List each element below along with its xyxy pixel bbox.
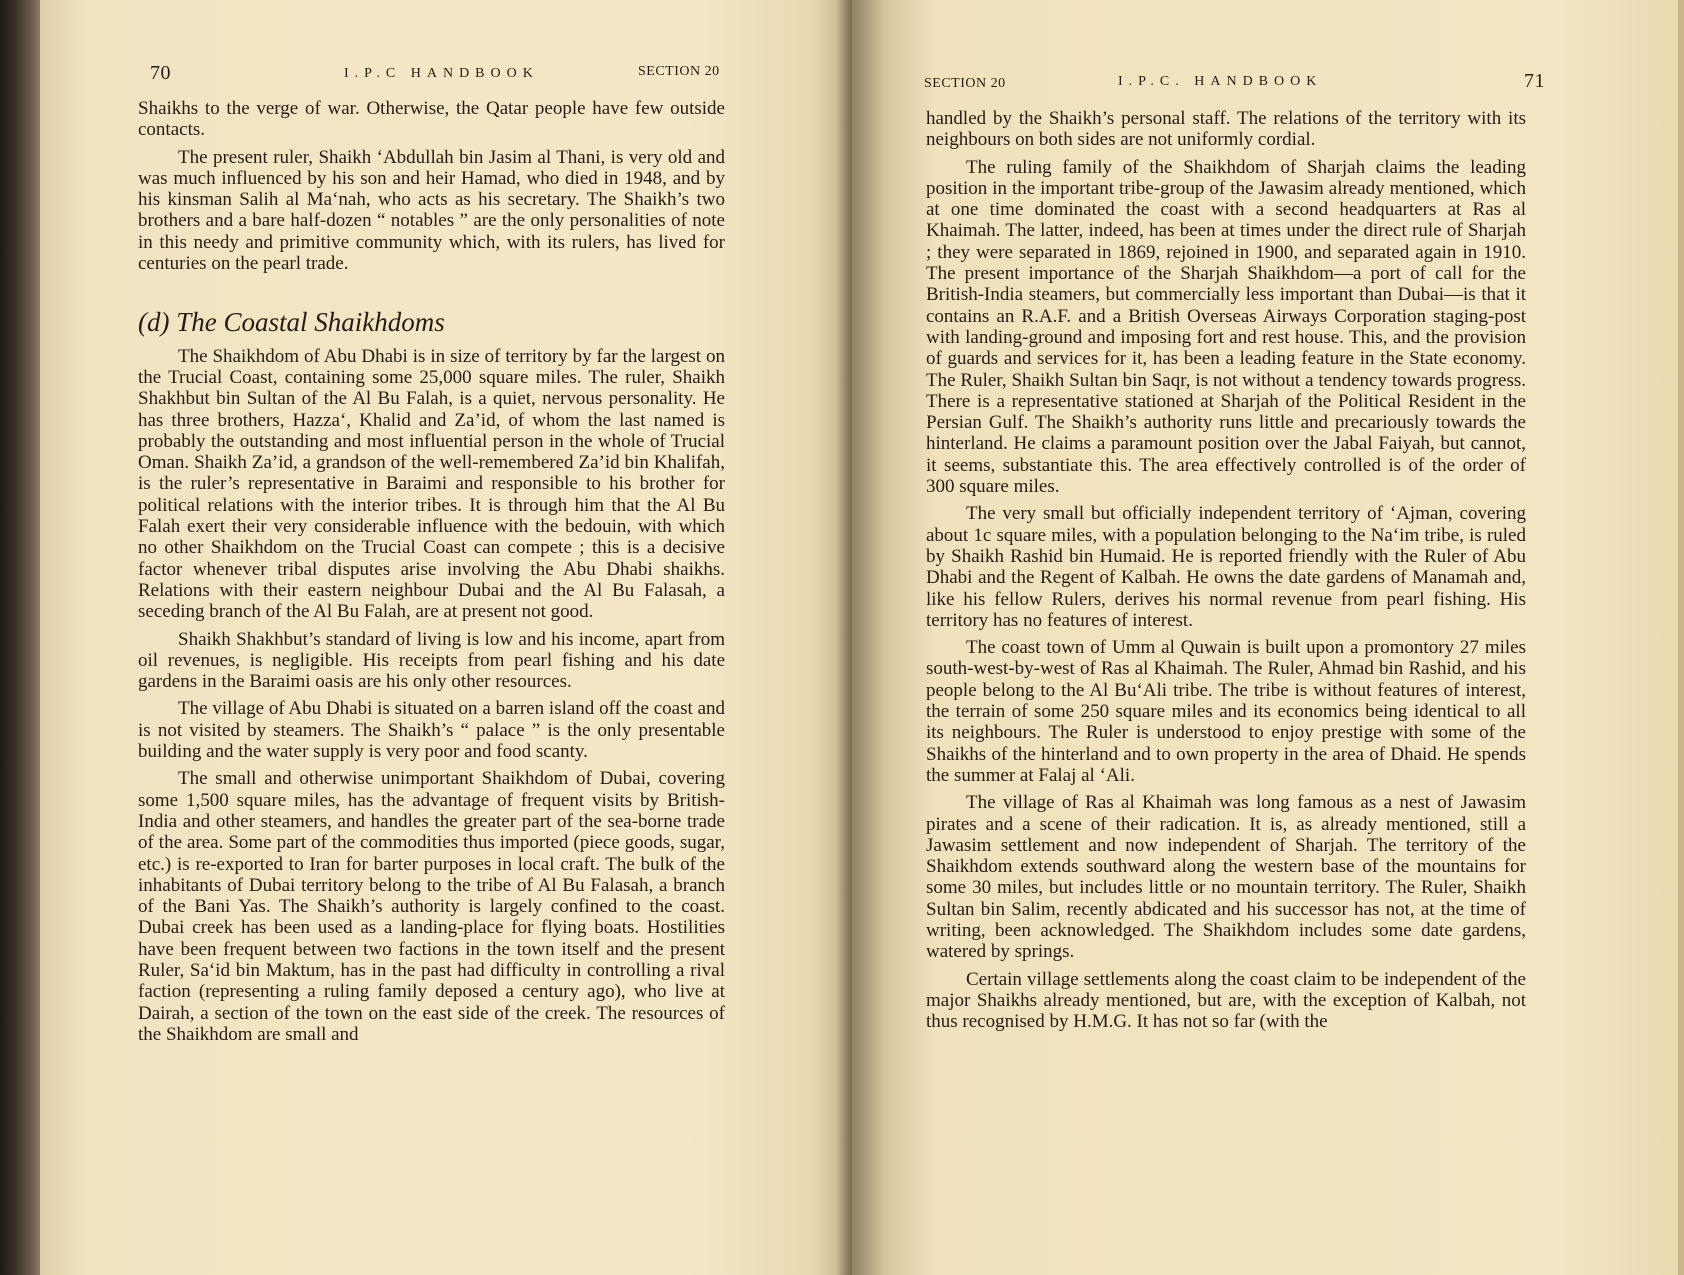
paragraph: The Shaikhdom of Abu Dhabi is in size of territory by far the largest on the Trucial Coast, containing some 25,000 square miles. The ruler, Shaikh Shakhbut bin Sultan of the Al Bu Falah, is a quiet, nervous personality. He has three brothers, Hazza‘, Khalid and Za’id, of whom the last named is probably the outstanding and most influential person in the whole of Trucial Oman. Shaikh Za’id, a grandson of the well-remembered Za’id bin Khalifah, is the ruler’s representative in Baraimi and responsible to his brother for political relations with the interior tribes. It is through him that the Al Bu Falah exert their very considerable influence with the bedouin, with which no other Shaikhdom on the Trucial Coast can compete ; this is a decisive factor whenever tribal disputes arise involving the Abu Dhabi shaikhs. Relations with their eastern neighbour Dubai and the Al Bu Falasah, a seceding branch of the Al Bu Falah, are at present not good. — [138, 345, 725, 623]
heading-prefix: (d) — [138, 307, 170, 338]
paragraph: The present ruler, Shaikh ‘Abdullah bin Jasim al Thani, is very old and was much influenced by his son and heir Hamad, who died in 1948, and by his kinsman Salih al Ma‘nah, who acts as his secretary. The Shaikh’s two brothers and a bare half-dozen “ notables ” are the only personalities of note in this needy and primitive community which, with its rulers, has lived for centuries on the pearl trade. — [138, 146, 725, 275]
page-number: 70 — [150, 62, 171, 84]
paragraph: The very small but officially independent territory of ‘Ajman, covering about 1c square miles, with a population belonging to the Na‘im tribe, is ruled by Shaikh Rashid bin Humaid. He is reported friendly with the Ruler of Abu Dhabi and the Regent of Kalbah. He owns the date gardens of Manamah and, like his fellow Rulers, derives his normal revenue from pearl fishing. His territory has no features of interest. — [926, 503, 1526, 631]
section-label: SECTION 20 — [924, 76, 1006, 91]
paragraph: Shaikh Shakhbut’s standard of living is low and his income, apart from oil revenues, is negligible. His receipts from pearl fishing and his date gardens in the Baraimi oasis are his only other resources. — [138, 628, 725, 693]
paragraph: handled by the Shaikh’s personal staff. The relations of the territory with its neighbours on both sides are not uniformly cordial. — [926, 108, 1526, 151]
paragraph: The small and otherwise unimportant Shaikhdom of Dubai, covering some 1,500 square miles, has the advantage of frequent visits by British-India and other steamers, and handles the greater part of the sea-borne trade of the area. Some part of the commodities thus imported (piece goods, sugar, etc.) is re-exported to Iran for barter purposes in local craft. The bulk of the inhabitants of Dubai territory belong to the tribe of Al Bu Falasah, a branch of the Bani Yas. The Shaikh’s authority is largely confined to the coast. Dubai creek has been used as a landing-place for flying boats. Hostilities have been frequent between two factions in the town itself and the present Ruler, Sa‘id bin Maktum, has in the past had difficulty in controlling a rival faction (representing a ruling family deposed a century ago), who live at Dairah, a section of the town on the east side of the creek. The resources of the Shaikhdom are small and — [138, 768, 725, 1045]
page-edge — [1678, 0, 1684, 1275]
paragraph: Shaikhs to the verge of war. Otherwise, the Qatar people have few outside contacts. — [138, 98, 725, 141]
paragraph: The village of Abu Dhabi is situated on a barren island off the coast and is not visited by steamers. The Shaikh’s “ palace ” is the only presentable building and the water supply is very poor and food scanty. — [138, 698, 725, 763]
section-label: SECTION 20 — [638, 64, 720, 79]
running-title: I.P.C HANDBOOK — [344, 66, 539, 81]
left-page — [40, 0, 852, 1275]
right-page — [852, 0, 1684, 1275]
running-title: I.P.C. HANDBOOK — [1118, 74, 1323, 89]
paragraph: Certain village settlements along the coast claim to be independent of the major Shaikhs already mentioned, but are, with the exception of Kalbah, not thus recognised by H.M.G. It has not so far (with the — [926, 968, 1526, 1033]
heading-text: The Coastal Shaikhdoms — [176, 307, 445, 338]
right-page-body — [926, 108, 1526, 1038]
page-number: 71 — [1524, 70, 1545, 92]
paragraph: The village of Ras al Khaimah was long famous as a nest of Jawasim pirates and a scene of their radication. It is, as already mentioned, still a Jawasim settlement and now independent of Sharjah. The territory of the Shaikhdom extends southward along the western base of the mountains for some 30 miles, but includes little or no mountain territory. The Ruler, Shaikh Sultan bin Salim, recently abdicated and his successor has not, at the time of writing, been acknowledged. The Shaikhdom includes some date gardens, watered by springs. — [926, 792, 1526, 963]
left-page-body — [138, 98, 725, 1051]
section-heading — [138, 307, 725, 338]
paragraph: The coast town of Umm al Quwain is built upon a promontory 27 miles south-west-by-west of Ras al Khaimah. The Ruler, Ahmad bin Rashid, and his people belong to the Al Bu‘Ali tribe. The tribe is without features of interest, the terrain of some 250 square miles and its economics being identical to all its neighbours. The Ruler is understood to enjoy prestige with some of the Shaikhs of the hinterland and to own property in the area of Dhaid. He spends the summer at Falaj al ‘Ali. — [926, 637, 1526, 786]
paragraph: The ruling family of the Shaikhdom of Sharjah claims the leading position in the important tribe-group of the Jawasim already mentioned, which at one time dominated the coast with a second headquarters at Ras al Khaimah. The latter, indeed, has been at times under the direct rule of Sharjah ; they were separated in 1869, rejoined in 1900, and separated again in 1910. The present importance of the Sharjah Shaikhdom—a port of call for the British-India steamers, but commercially less important than Dubai—is that it contains an R.A.F. and a British Overseas Airways Corporation staging-post with landing-ground and imposing fort and rest house. This, and the provision of guards and services for it, has been a leading feature in the State economy. The Ruler, Shaikh Sultan bin Saqr, is not without a tendency towards progress. There is a representative stationed at Sharjah of the Political Resident in the Persian Gulf. The Shaikh’s authority runs little and precariously towards the hinterland. He claims a paramount position over the Jabal Faiyah, but cannot, it seems, substantiate this. The area effectively controlled is of the order of 300 square miles. — [926, 156, 1526, 498]
